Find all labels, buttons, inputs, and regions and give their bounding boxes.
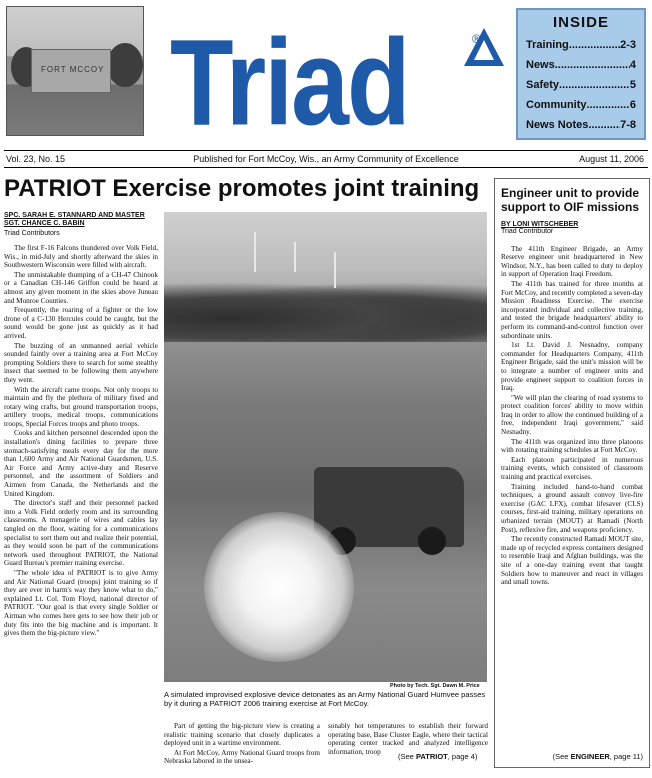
- paragraph: The 411th was organized into three platoons with rotating training schedules at Fort McCoy.: [501, 437, 643, 455]
- main-byline-role: Triad Contributors: [4, 230, 60, 237]
- sidebar-byline-role: Triad Contributor: [501, 227, 554, 235]
- main-story-column-2: [164, 722, 320, 767]
- patriot-jump-link[interactable]: (See PATRIOT, page 4): [398, 752, 478, 761]
- index-item-news-notes[interactable]: News Notes ..... 7-8: [526, 115, 636, 135]
- paragraph: "The whole idea of PATRIOT is to give Army and Air National Guard (troops) joint training so if they are ever in harm's way they know what to do," explained Lt. Col. Tom Floyd, national director of PATRIOT. "Our goal is that every single Soldier or Airman who comes here gets to see how their job or duty fits into the big machine and is important. It gives them the big-picture view.": [4, 568, 158, 638]
- sidebar-headline: Engineer unit to provide support to OIF missions: [501, 186, 640, 214]
- dateline-bar: [4, 150, 648, 168]
- publisher-tagline: Published for Fort McCoy, Wis., an Army Community of Excellence: [193, 154, 459, 164]
- index-item-news[interactable]: News ..... 4: [526, 55, 636, 75]
- inside-index-box: [516, 8, 646, 140]
- masthead-photo: [6, 6, 144, 136]
- humvee-shape: [314, 467, 464, 547]
- registered-mark: ®: [472, 32, 481, 46]
- main-photo-ied-humvee: [164, 212, 487, 682]
- main-headline: PATRIOT Exercise promotes joint training: [4, 175, 480, 202]
- sidebar-body: [501, 245, 643, 587]
- paragraph: The director's staff and their personnel packed into a Volk Field orderly room and its surrounding classrooms. A menagerie of wires and cables lay tangled on the floor, waiting for a communications specialist to sort them out and realize their potential, as they would soon be part of the communications network used throughout PATRIOT, the National Guard Bureau's premier training exercise.: [4, 499, 158, 568]
- triad-triangle-icon: [462, 26, 506, 72]
- fort-mccoy-sign-text: FORT MCCOY: [41, 65, 105, 74]
- paragraph: The unmistakable thumping of a CH-47 Chinook or a Canadian CH-146 Griffon could be heard at almost any given moment in the skies above Juneau and Monroe Counties.: [4, 270, 158, 305]
- paragraph: sonably hot temperatures to establish their forward operating base, Base Cluster Eagle, where their tactical operating center tracked and analyzed intelligence information, troop: [328, 722, 488, 756]
- paragraph: With the aircraft came troops. Not only troops to maintain and fly the plethora of military fixed and rotary wing crafts, but ground transportation troops, artillery troops, medical troops, communications troops, Special Forces troops and photo troops.: [4, 385, 158, 428]
- paragraph: The 411th has trained for three months at Fort McCoy, and recently completed a seven-day Mission Readiness Exercise. The exercise incorporated individual and collective training, and tested the brigade headquarters' ability to perform its command-and-control function over subordinate units.: [501, 279, 643, 340]
- engineer-jump-link[interactable]: (See ENGINEER, page 11): [552, 752, 643, 761]
- volume-issue: Vol. 23, No. 15: [6, 154, 66, 164]
- paragraph: Part of getting the big-picture view is creating a realistic training scenario that closely duplicates a deployed unit in a wartime environment.: [164, 722, 320, 748]
- paragraph: The first F-16 Falcons thundered over Volk Field, Wis., in mid-July and shortly afterward the skies in Southwestern Wisconsin were filled with aircraft.: [4, 244, 158, 270]
- main-byline: SPC. SARAH E. STANNARD AND MASTER SGT. CHANCE C. BABIN: [4, 212, 145, 228]
- inside-title: INSIDE: [552, 14, 609, 31]
- index-item-community[interactable]: Community ..... 6: [526, 95, 636, 115]
- index-item-training[interactable]: Training ..... 2-3: [526, 35, 636, 55]
- explosion-shape: [204, 512, 354, 662]
- index-item-safety[interactable]: Safety ..... 5: [526, 75, 636, 95]
- triad-logo: [170, 8, 470, 152]
- paragraph: Frequently, the roaring of a fighter or the low drone of a C-130 Hercules could be caught, but the sound would be gone just as quickly as it had arrived.: [4, 306, 158, 340]
- logo-text: Triad: [170, 14, 409, 152]
- paragraph: The 411th Engineer Brigade, an Army Reserve engineer unit headquartered in New Windsor, N.Y., has been called to duty to deploy in support of Operation Iraqi Freedom.: [501, 244, 643, 279]
- paragraph: Each platoon participated in numerous training events, which consisted of classroom training and practical exercises.: [501, 455, 643, 482]
- paragraph: The recently constructed Ramadi MOUT site, made up of recycled express containers designed to resemble Iraqi and Afghan buildings, was the site of a one-day training event that taught Soldiers how to maneuver and react in villages and small towns.: [501, 535, 643, 587]
- main-story-column-1: [4, 244, 158, 639]
- paragraph: The buzzing of an unmanned aerial vehicle sounded faintly over a training area at Fort McCoy prompting Soldiers there to search for some stealthy insect that seemed to be following them anywhere they went.: [4, 341, 158, 384]
- photo-credit: Photo by Tech. Sgt. Dawn M. Price: [390, 683, 480, 689]
- paragraph: At Fort McCoy, Army National Guard troops from Nebraska labored in the unsea-: [164, 748, 320, 766]
- paragraph: Training included hand-to-hand combat techniques, a ground assault convoy live-fire exercise (GAC LFX), combat lifesaver (CLS) courses, first-aid training, military operations on urbanized terrain (MOUT) at Ramadi (North Post), reflexive fire, and weapons proficiency.: [501, 482, 643, 534]
- paragraph: 1st Lt. David J. Nesnadny, company commander for Headquarters Company, 411th Engineer Brigade, said the unit's mission will be to integrate a number of engineer units and provide engineer support to coalition forces in Iraq.: [501, 341, 643, 393]
- sidebar-byline: BY LONI WITSCHEBER: [501, 220, 579, 228]
- paragraph: Cooks and kitchen personnel descended upon the installation's dining facilities to prepare three stomach-satisfying meals every day for the more than 1,600 Army and Air National Guardsmen, U.S. Air Force and Army active-duty and Reserve personnel, and the assortment of Soldiers and Airmen from Canada, the Netherlands and the United Kingdom.: [4, 429, 158, 498]
- photo-caption: A simulated improvised explosive device detonates as an Army National Guard Humvee passes by it during a PATRIOT 2006 training exercise at Fort McCoy.: [164, 690, 486, 709]
- issue-date: August 11, 2006: [579, 154, 644, 164]
- paragraph: "We will plan the clearing of road systems to protect coalition forces' ability to move within Iraq in order to allow the continued building of a free, independent Iraqi government," said Nesnadny.: [501, 393, 643, 437]
- sidebar-story-box: [494, 178, 650, 768]
